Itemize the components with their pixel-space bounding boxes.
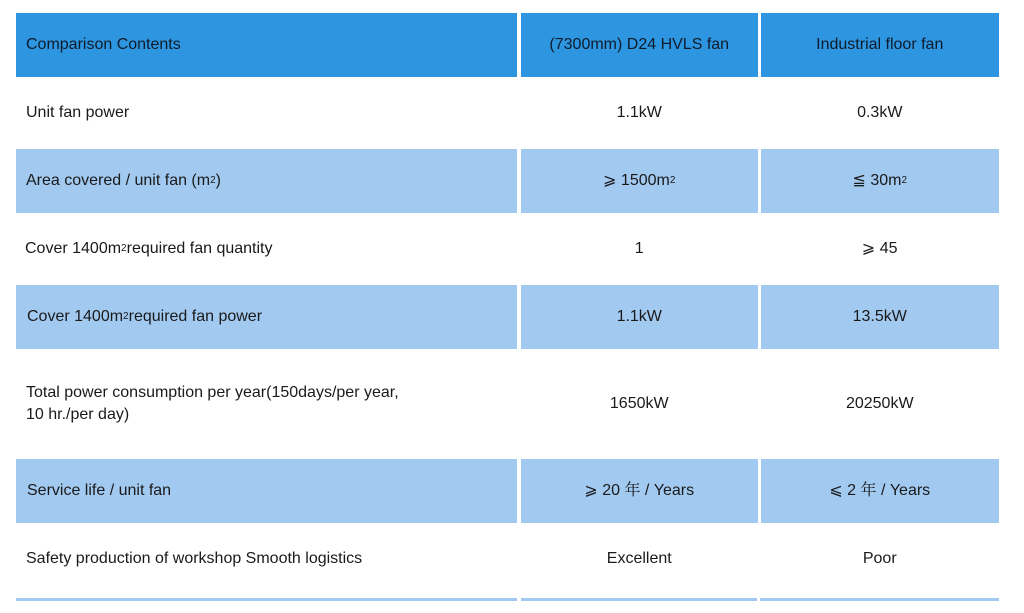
hvls-value: 1.1kW [521,285,758,349]
floor-fan-value: 0.3kW [761,77,1000,149]
table-bottom-border [16,598,999,601]
table-row [16,149,999,213]
label-text: Cover 1400m [27,308,124,325]
header-hvls-fan: (7300mm) D24 HVLS fan [521,13,758,77]
row-label: Service life / unit fan [16,459,517,523]
label-text: required fan power [128,308,263,325]
header-industrial-floor-fan: Industrial floor fan [761,13,1000,77]
hvls-value: ⩾ 1500m 2 [521,149,758,213]
row-label: Unit fan power [16,77,517,149]
row-label: Cover 1400m 2 required fan power [16,285,517,349]
value-text: ⩾ 1500m [603,172,670,189]
floor-fan-value: ≦ 30m 2 [761,149,1000,213]
hvls-value: 1650kW [521,349,758,459]
floor-fan-value: ⩾ 45 [761,213,1000,285]
floor-fan-value: Poor [761,523,1000,595]
row-label: Area covered / unit fan (m 2 ) [16,149,517,213]
border-segment [16,598,517,601]
row-label: Cover 1400m 2 required fan quantity [16,213,517,285]
table-header-row [16,13,999,77]
hvls-value: Excellent [521,523,758,595]
table-row [16,459,999,523]
border-segment [760,598,999,601]
floor-fan-value: 13.5kW [761,285,1000,349]
table-row [16,523,999,595]
comparison-table [16,13,999,595]
border-segment [521,598,758,601]
label-text: Cover 1400m [25,240,122,257]
table-row [16,213,999,285]
value-text: ≦ 30m [852,172,902,189]
floor-fan-value: ⩽ 2 年 / Years [761,459,1000,523]
label-text: Area covered / unit fan (m [26,172,211,189]
hvls-value: 1.1kW [521,77,758,149]
floor-fan-value: 20250kW [761,349,1000,459]
table-row [16,285,999,349]
hvls-value: 1 [521,213,758,285]
label-line-1: Total power consumption per year(150days/per year, [26,384,399,401]
row-label [16,349,517,459]
table-row [16,77,999,149]
label-text: ) [215,172,221,189]
header-comparison-contents: Comparison Contents [16,13,517,77]
table-row [16,349,999,459]
row-label: Safety production of workshop Smooth logistics [16,523,517,595]
label-line-2: 10 hr./per day) [26,406,130,423]
hvls-value: ⩾ 20 年 / Years [521,459,758,523]
label-text: required fan quantity [126,240,273,257]
